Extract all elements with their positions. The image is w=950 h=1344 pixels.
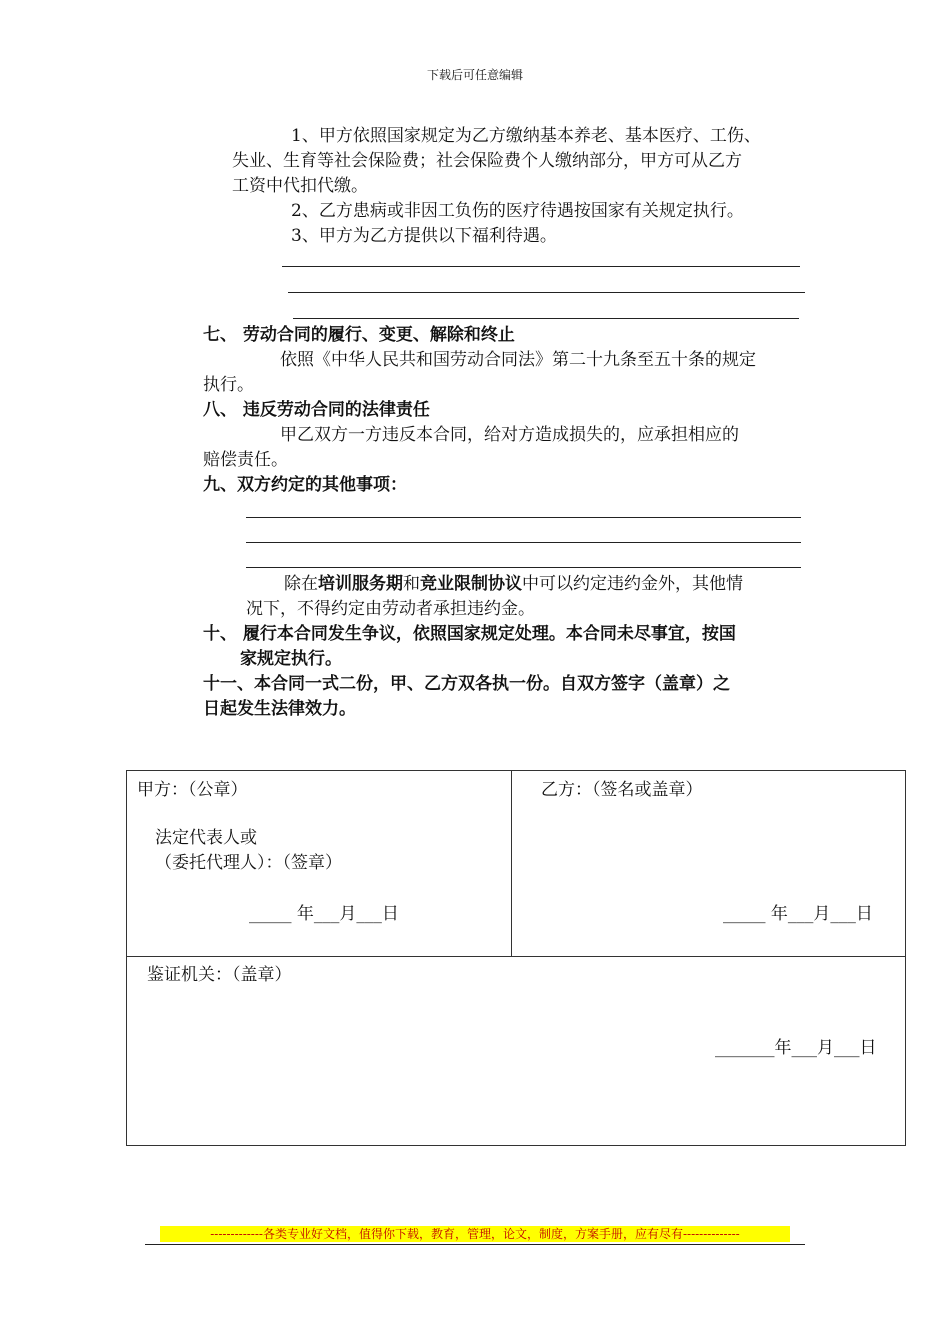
signature-table	[126, 770, 906, 1146]
agent-label: （委托代理人）：（签章）	[155, 853, 342, 873]
blank-line	[293, 318, 799, 319]
clause-8-body-line-1: 甲乙双方一方违反本合同，给对方造成损失的，应承担相应的	[280, 425, 739, 445]
clause-9-note-line-1	[284, 572, 743, 597]
clause-11-line-1: 十一、本合同一式二份，甲、乙方双各执一份。自双方签字（盖章）之	[203, 674, 730, 694]
clause-6-item-1-line-3: 工资中代扣代缴。	[232, 176, 368, 196]
clause-6-item-1-line-1: 1、甲方依照国家规定为乙方缴纳基本养老、基本医疗、工伤、	[291, 126, 761, 146]
clause-11-line-2: 日起发生法律效力。	[203, 699, 356, 719]
party-b-label: 乙方：（签名或盖章）	[541, 780, 703, 800]
clause-6-item-2: 2、乙方患病或非因工负伤的医疗待遇按国家有关规定执行。	[291, 201, 744, 221]
clause-10-line-1: 十、 履行本合同发生争议，依照国家规定处理。本合同未尽事宜，按国	[203, 624, 736, 644]
row-divider	[127, 956, 905, 957]
party-a-label: 甲方：（公章）	[137, 780, 248, 800]
footer-banner: -------------各类专业好文档，值得你下载，教育，管理，论文，制度，方案手册，应有尽有--------------	[160, 1226, 790, 1242]
clause-6-item-3: 3、甲方为乙方提供以下福利待遇。	[291, 226, 557, 246]
blank-line	[246, 567, 801, 568]
party-a-date: _____ 年___月___日	[249, 904, 399, 924]
clause-8-heading: 八、 违反劳动合同的法律责任	[203, 400, 430, 420]
blank-line	[246, 542, 801, 543]
note-prefix: 除在	[284, 574, 318, 594]
clause-8-body-line-2: 赔偿责任。	[203, 450, 288, 470]
blank-line	[246, 517, 801, 518]
note-and: 和	[403, 574, 420, 594]
note-rest: 中可以约定违约金外，其他情	[522, 574, 743, 594]
clause-10-line-2: 家规定执行。	[240, 649, 342, 669]
footer-rule	[145, 1244, 805, 1245]
clause-7-heading: 七、 劳动合同的履行、变更、解除和终止	[203, 325, 515, 345]
blank-line	[288, 292, 805, 293]
page-header: 下载后可任意编辑	[426, 68, 523, 82]
party-b-date: _____ 年___月___日	[723, 904, 873, 924]
blank-line	[282, 266, 800, 267]
note-term-non-compete: 竞业限制协议	[420, 574, 522, 594]
note-term-training-period: 培训服务期	[318, 574, 403, 594]
clause-9-heading: 九、双方约定的其他事项：	[203, 475, 407, 495]
clause-6-item-1-line-2: 失业、生育等社会保险费；社会保险费个人缴纳部分，甲方可从乙方	[232, 151, 742, 171]
clause-9-note-line-2: 况下，不得约定由劳动者承担违约金。	[246, 599, 535, 619]
column-divider	[511, 771, 512, 956]
clause-7-body-line-2: 执行。	[203, 375, 254, 395]
clause-7-body-line-1: 依照《中华人民共和国劳动合同法》第二十九条至五十条的规定	[280, 350, 756, 370]
authority-date: _______年___月___日	[715, 1038, 877, 1058]
legal-representative-label: 法定代表人或	[155, 828, 257, 848]
authority-label: 鉴证机关：（盖章）	[147, 965, 292, 985]
